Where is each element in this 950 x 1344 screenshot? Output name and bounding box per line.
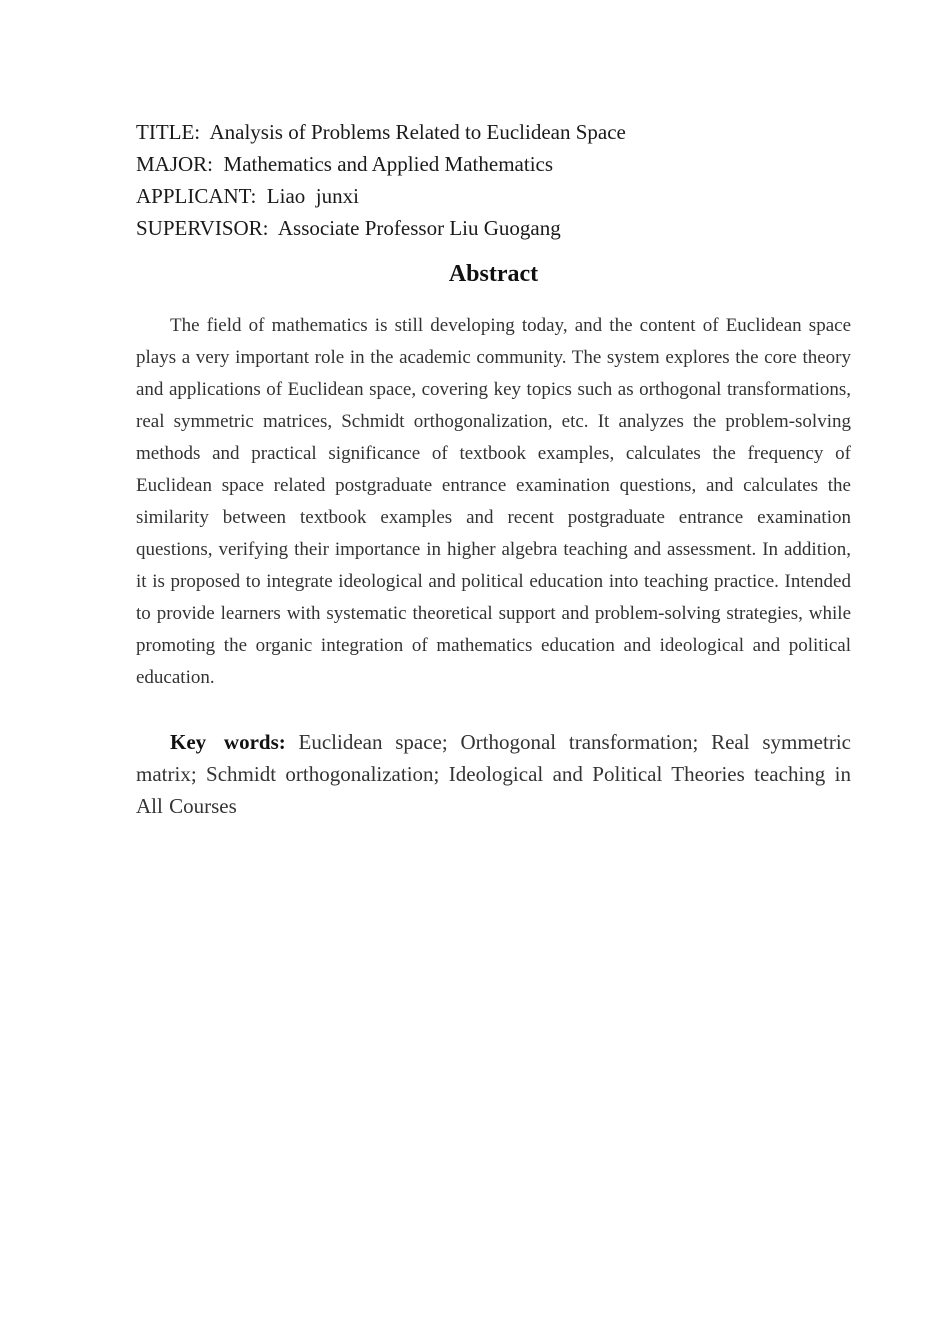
thesis-metadata	[136, 116, 851, 244]
applicant-line: APPLICANT: Liao junxi	[136, 184, 359, 208]
abstract-body: The field of mathematics is still developing today, and the content of Euclidean space plays a very important role in the academic community. The system explores the core theory and applications of Euclidean space, covering key topics such as orthogonal transformations, real symmetric matrices, Schmidt orthogonalization, etc. It analyzes the problem-solving methods and practical significance of textbook examples, calculates the frequency of Euclidean space related postgraduate entrance examination questions, and calculates the similarity between textbook examples and recent postgraduate entrance examination questions, verifying their importance in higher algebra teaching and assessment. In addition, it is proposed to integrate ideological and political education into teaching practice. Intended to provide learners with systematic theoretical support and problem-solving strategies, while promoting the organic integration of mathematics education and ideological and political education.	[136, 315, 851, 688]
major-line: MAJOR: Mathematics and Applied Mathematics	[136, 152, 554, 176]
abstract-heading: Abstract	[448, 261, 539, 287]
keywords-text: Euclidean space; Orthogonal transformation; Real symmetric matrix; Schmidt orthogonalization; Ideological and Political Theories teaching in All Courses	[136, 730, 851, 818]
thesis-title-line: TITLE: Analysis of Problems Related to Euclidean Space	[136, 120, 626, 144]
supervisor-line: SUPERVISOR: Associate Professor Liu Guogang	[136, 216, 561, 240]
document-page	[136, 116, 851, 843]
keywords-label: Key words:	[170, 730, 286, 754]
keywords-paragraph	[136, 726, 851, 822]
